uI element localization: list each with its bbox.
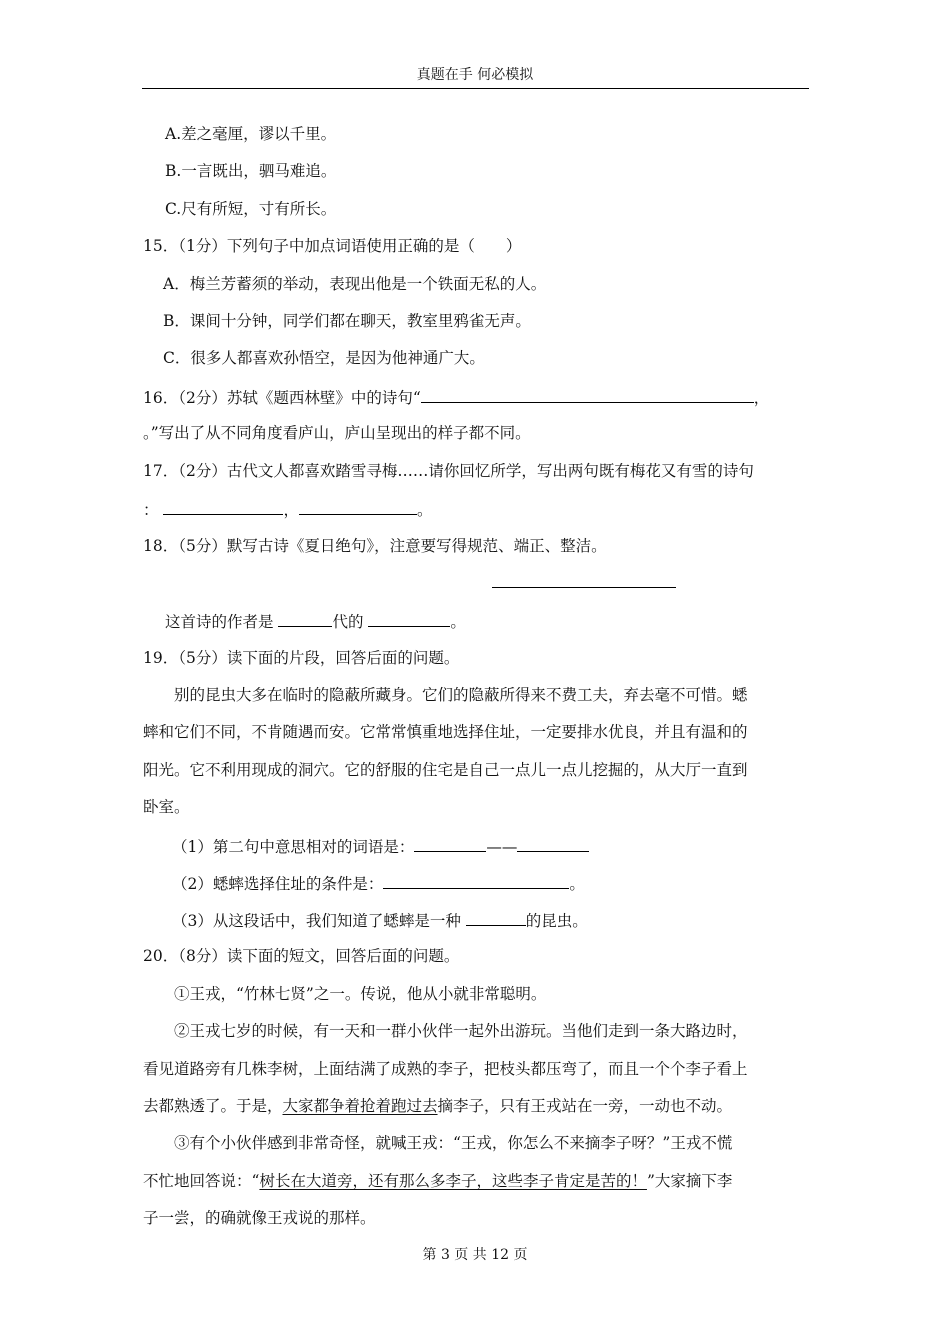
q19-sub-2	[172, 872, 585, 894]
q19-sub-3-end: 的昆虫。	[525, 912, 588, 930]
q19-passage-line-2: 蟀和它们不同，不肯随遇而安。它常常慎重地选择住址，一定要排水优良，并且有温和的	[143, 723, 748, 741]
q19-passage-line-4: 卧室。	[143, 798, 190, 816]
q16-stem: 16．（2分）苏轼《题西林壁》中的诗句“	[143, 389, 421, 407]
q15-option-b: B．课间十分钟，同学们都在聊天，教室里鸦雀无声。	[163, 312, 531, 330]
q20-para-3-line-1: ③有个小伙伴感到非常奇怪，就喊王戎：“王戎，你怎么不来摘李子呀？”王戎不慌	[174, 1134, 733, 1152]
q16-line-2: 。”写出了从不同角度看庐山，庐山呈现出的样子都不同。	[143, 424, 531, 442]
q18-author-a: 这首诗的作者是	[165, 613, 279, 631]
q17-end: 。	[416, 501, 433, 519]
q19-sub-1	[172, 835, 589, 857]
q20-para-3-post: ”大家摘下李	[646, 1172, 733, 1190]
q19-sub-2-text: （2）蟋蟀选择住址的条件是：	[172, 875, 384, 893]
q18-author-c: 。	[450, 613, 466, 631]
q15-option-a: A．梅兰芳蓄须的举动，表现出他是一个铁面无私的人。	[163, 275, 547, 293]
q19-sub-3-text: （3）从这段话中，我们知道了蟋蟀是一种	[172, 912, 466, 930]
q15-option-c: C．很多人都喜欢孙悟空，是因为他神通广大。	[163, 349, 485, 367]
q17-colon: ：	[143, 501, 159, 519]
q20-para-2-line-3	[143, 1096, 732, 1116]
q19-sub-1-blank-2[interactable]	[517, 835, 589, 852]
q20-para-2-line-1: ②王戎七岁的时候，有一天和一群小伙伴一起外出游玩。当他们走到一条大路边时，	[174, 1022, 748, 1040]
q20-underlined-phrase-1: 大家都争着抢着跑过去	[282, 1097, 438, 1115]
q18-poem-blank[interactable]	[492, 587, 676, 588]
q18-author-blank[interactable]	[368, 610, 450, 627]
q20-para-3-pre: 不忙地回答说：“	[143, 1172, 260, 1190]
q17-stem: 17．（2分）古代文人都喜欢踏雪寻梅……请你回忆所学，写出两句既有梅花又有雪的诗句	[143, 462, 754, 480]
q17-line-2	[143, 498, 432, 520]
q14-option-a: A.差之毫厘，谬以千里。	[165, 125, 337, 143]
q20-underlined-phrase-2: 树长在大道旁，还有那么多李子，这些李子肯定是苦的！	[259, 1172, 647, 1190]
q19-sub-2-blank[interactable]	[383, 872, 569, 889]
q14-option-c: C.尺有所短，寸有所长。	[165, 200, 337, 218]
q19-sub-2-end: 。	[569, 875, 585, 893]
q19-sub-1-dash: ——	[486, 838, 518, 856]
q19-sub-1-text: （1）第二句中意思相对的词语是：	[172, 838, 415, 856]
q18-stem: 18．（5分）默写古诗《夏日绝句》，注意要写得规范、端正、整洁。	[143, 537, 607, 555]
q19-stem: 19．（5分）读下面的片段，回答后面的问题。	[143, 649, 460, 667]
q20-para-3-line-3: 子一尝，的确就像王戎说的那样。	[143, 1209, 376, 1227]
q19-sub-1-blank-1[interactable]	[414, 835, 486, 852]
page-header-title: 真题在手 何必模拟	[416, 67, 534, 83]
q18-author-b: 代的	[332, 613, 369, 631]
q16-line-1	[143, 386, 769, 408]
q17-blank-1[interactable]	[163, 498, 283, 515]
q20-para-2-line-2: 看见道路旁有几株李树，上面结满了成熟的李子，把枝头都压弯了，而且一个个李子看上	[143, 1060, 748, 1078]
q15-stem: 15．（1分）下列句子中加点词语使用正确的是（ ）	[143, 237, 522, 255]
q18-dynasty-blank[interactable]	[278, 610, 332, 627]
q20-para-3-line-2	[143, 1171, 732, 1191]
q20-para-1: ①王戎，“竹林七贤”之一。传说，他从小就非常聪明。	[174, 985, 547, 1003]
q18-author-line	[165, 610, 466, 632]
q20-stem: 20．（8分）读下面的短文，回答后面的问题。	[143, 947, 460, 965]
q14-option-b: B.一言既出，驷马难追。	[165, 162, 337, 180]
q19-passage-line-3: 阳光。它不利用现成的洞穴。它的舒服的住宅是自己一点儿一点儿挖掘的，从大厅一直到	[143, 761, 748, 779]
q16-blank-1[interactable]	[421, 386, 754, 403]
q20-para-2-pre: 去都熟透了。于是，	[143, 1097, 283, 1115]
q16-comma: ，	[753, 389, 770, 407]
q17-comma: ，	[283, 501, 299, 519]
q17-blank-2[interactable]	[299, 498, 417, 515]
q19-sub-3-blank[interactable]	[466, 909, 526, 926]
page-footer-number: 第 3 页 共 12 页	[422, 1247, 528, 1263]
q20-para-2-post: 摘李子，只有王戎站在一旁，一动也不动。	[437, 1097, 733, 1115]
q19-passage-line-1: 别的昆虫大多在临时的隐蔽所藏身。它们的隐蔽所得来不费工夫，弃去毫不可惜。蟋	[174, 686, 748, 704]
q19-sub-3	[172, 909, 588, 931]
header-rule	[142, 88, 809, 89]
